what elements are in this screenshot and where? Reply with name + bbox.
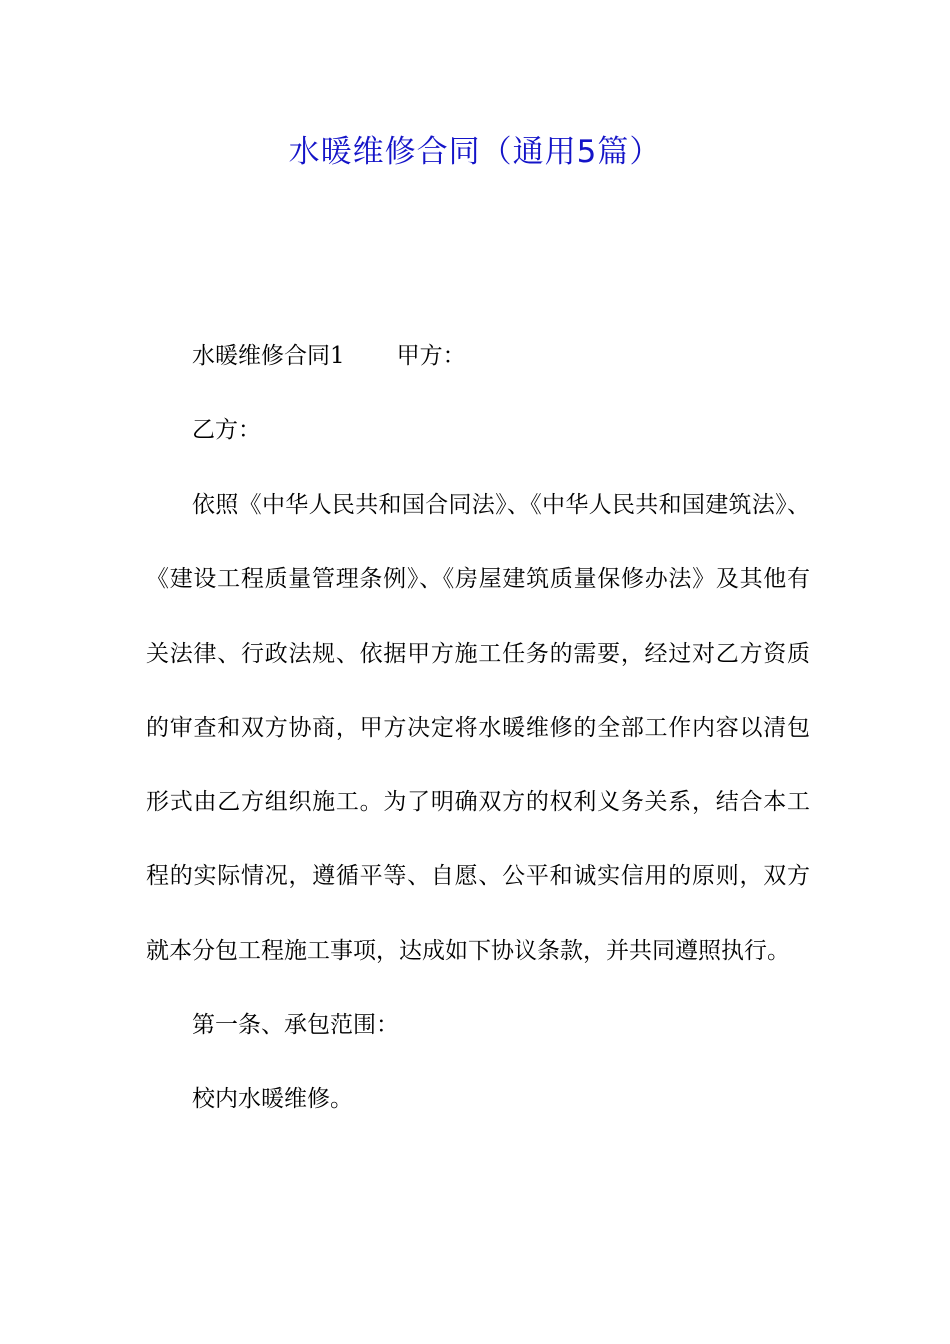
party-a-label: 甲方： (396, 343, 466, 369)
section-heading-line (146, 338, 810, 375)
article-1-content: 校内水暖维修。 (192, 1086, 353, 1113)
document-body (146, 338, 810, 1118)
document-title: 水暖维修合同（通用5篇） (288, 134, 662, 170)
party-b-label: 乙方： (192, 417, 261, 443)
article-1-heading: 第一条、承包范围： (192, 1012, 399, 1039)
section-title: 水暖维修合同1 (192, 343, 345, 369)
intro-paragraph: 依照《中华人民共和国合同法》、《中华人民共和国建筑法》、《建设工程质量管理条例》、《房屋建筑质量保修办法》及其他有关法律、行政法规、依据甲方施工任务的需要，经过对乙方资质的审查和双方协商，甲方决定将水暖维修的全部工作内容以清包形式由乙方组织施工。为了明确双方的权利义务关系，结合本工程的实际情况，遵循平等、自愿、公平和诚实信用的原则，双方就本分包工程施工事项，达成如下协议条款，并共同遵照执行。 (146, 492, 810, 964)
